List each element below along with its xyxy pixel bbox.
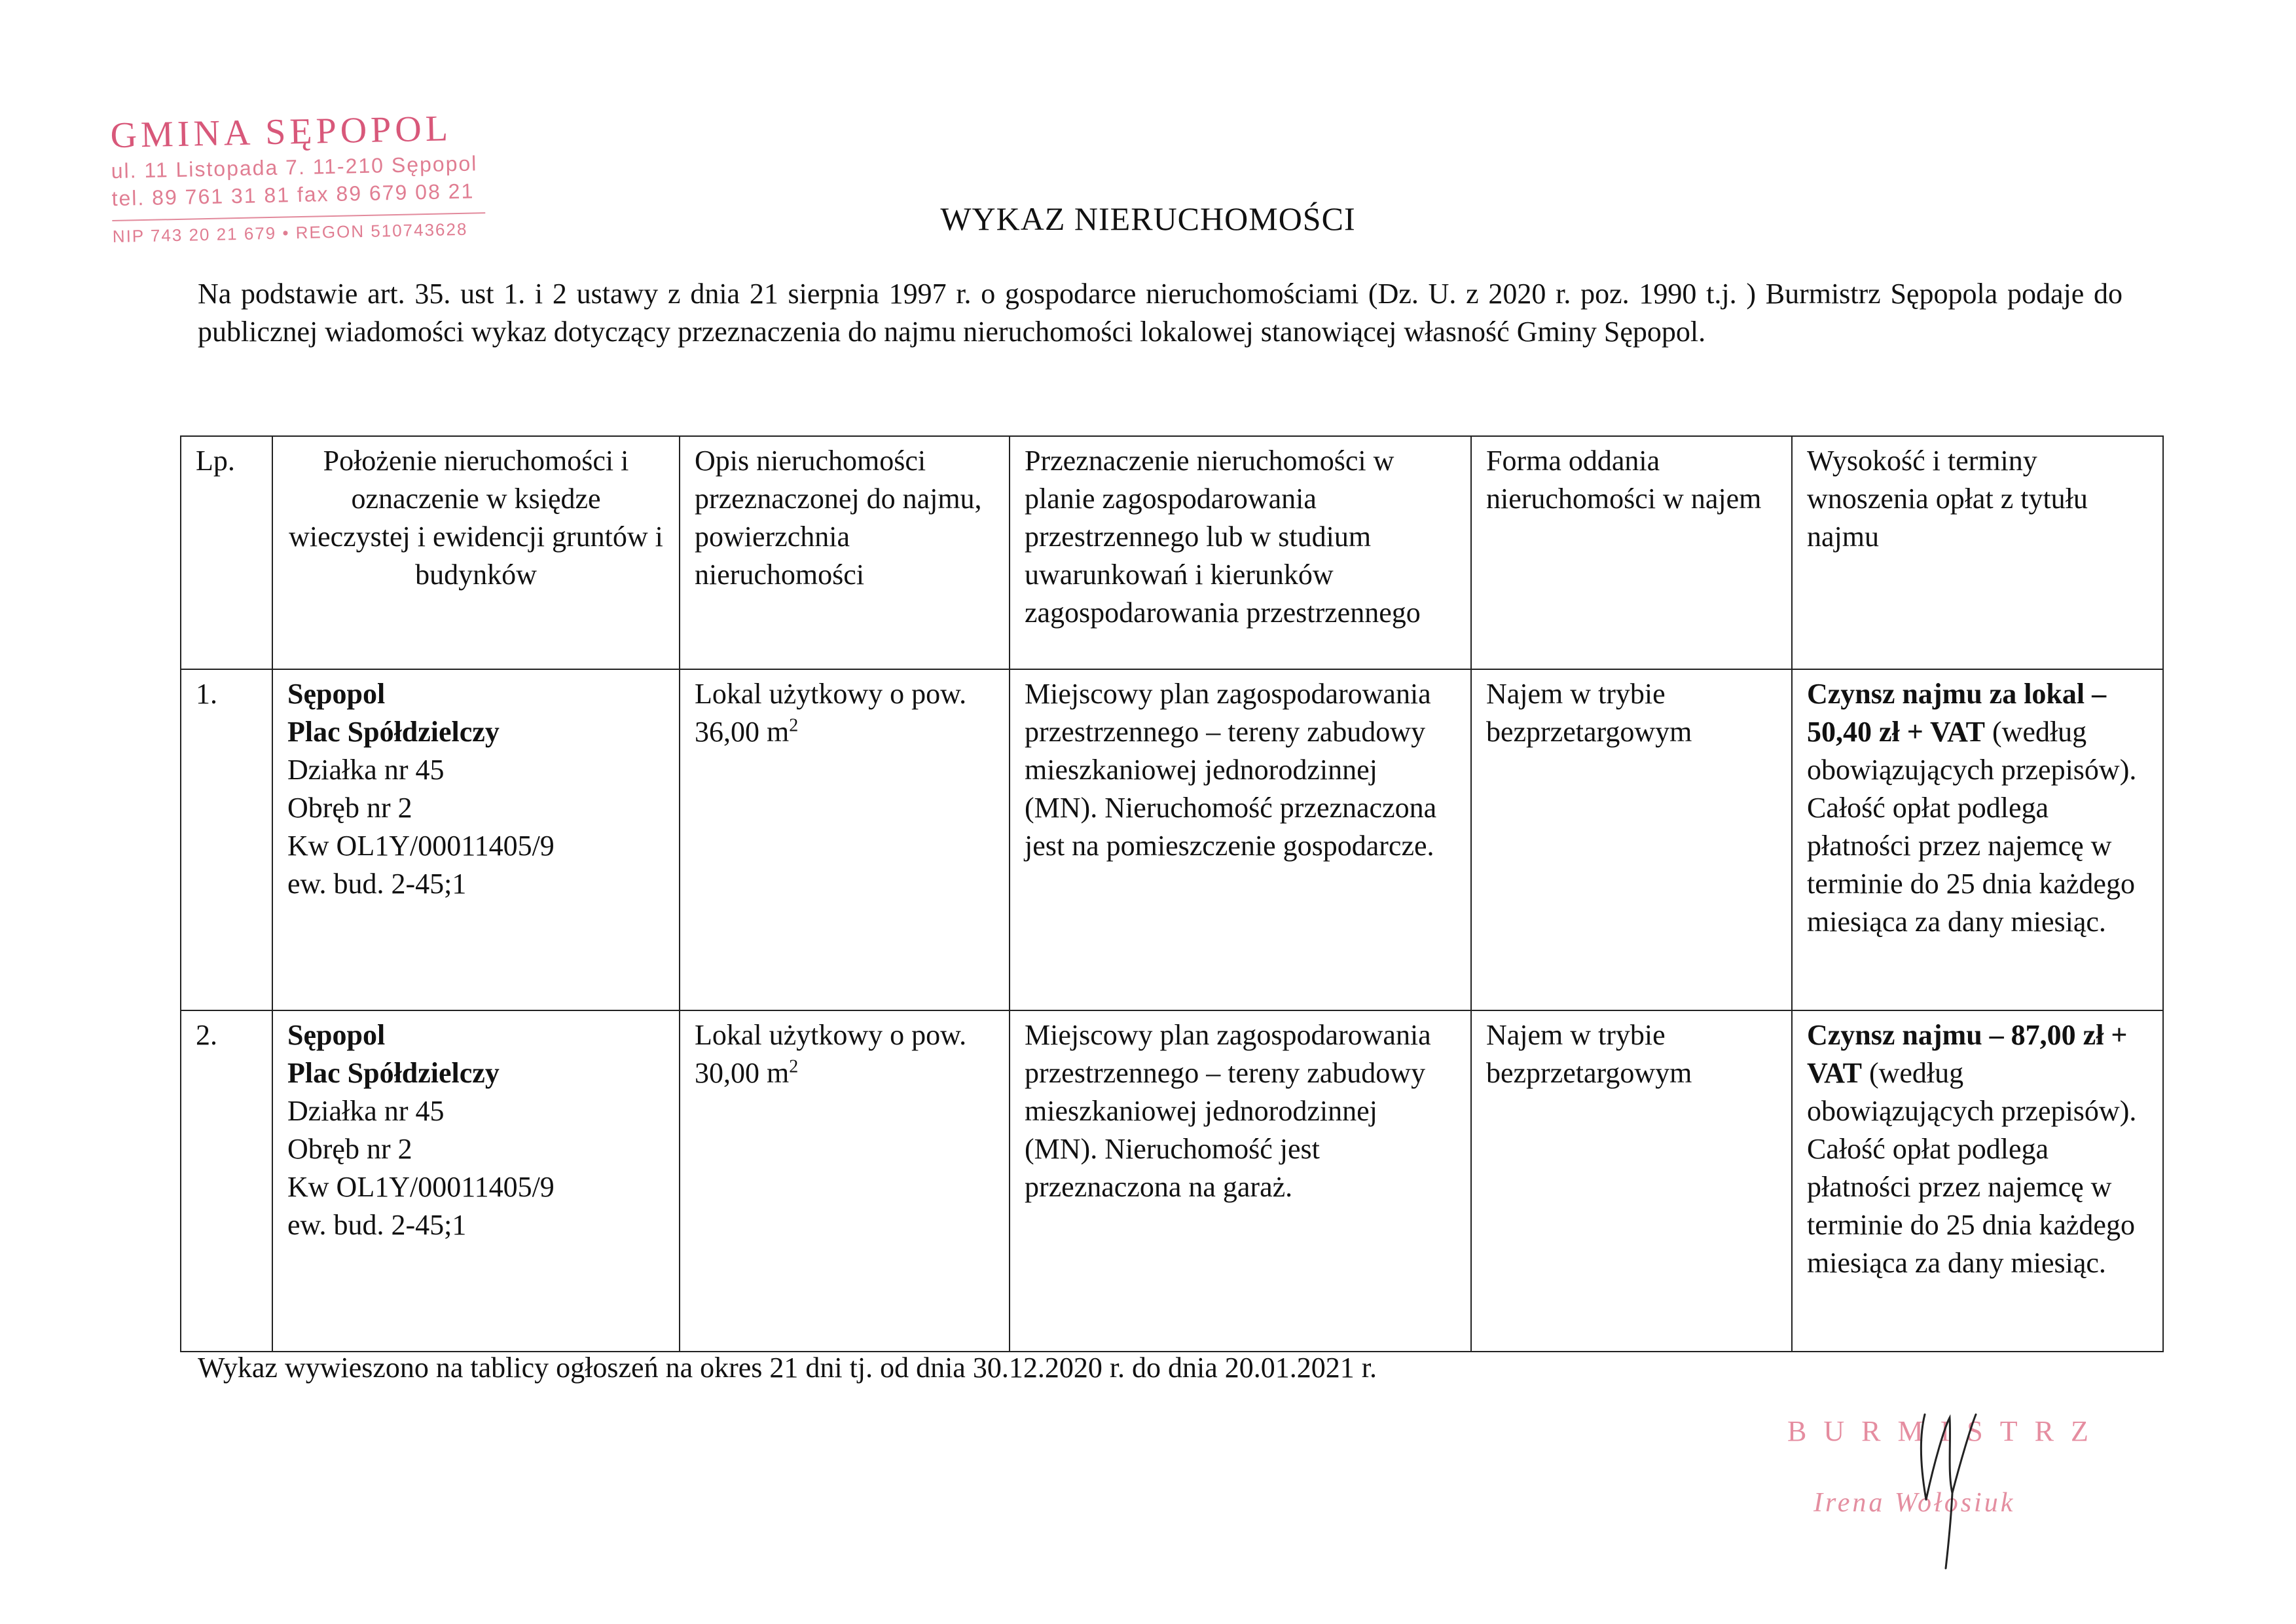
property-table	[180, 435, 2164, 1352]
posting-notice: Wykaz wywieszono na tablicy ogłoszeń na okres 21 dni tj. od dnia 30.12.2020 r. do dnia 20.01.2021 r.	[198, 1352, 1377, 1384]
row-fees	[1792, 1010, 2163, 1352]
location-town: Sępopol	[287, 678, 386, 710]
table-row	[181, 1010, 2163, 1352]
location-land-register: Kw OL1Y/00011405/9	[287, 830, 555, 862]
header-purpose: Przeznaczenie nieruchomości w planie zagospodarowania przestrzennego lub w studium uwarunkowań i kierunków zagospodarowania przestrzennego	[1010, 436, 1471, 669]
handwritten-signature-icon	[1899, 1401, 2003, 1572]
location-building-record: ew. bud. 2-45;1	[287, 868, 467, 900]
location-building-record: ew. bud. 2-45;1	[287, 1209, 467, 1241]
location-land-register: Kw OL1Y/00011405/9	[287, 1171, 555, 1203]
signature-name: Irena Wołosiuk	[1813, 1488, 2016, 1518]
location-street: Plac Spółdzielczy	[287, 1057, 500, 1089]
location-parcel: Działka nr 45	[287, 1095, 445, 1127]
row-purpose: Miejscowy plan zagospodarowania przestrzennego – tereny zabudowy mieszkaniowej jednorodzinnej (MN). Nieruchomość jest przeznaczona na garaż.	[1010, 1010, 1471, 1352]
fee-amount: Czynsz najmu za lokal – 50,40 zł + VAT	[1807, 678, 2107, 748]
row-location	[272, 1010, 680, 1352]
fee-terms: (według obowiązujących przepisów). Całość opłat podlega płatności przez najemcę w terminie do 25 dnia każdego miesiąca za dany miesiąc.	[1807, 1057, 2137, 1279]
header-form: Forma oddania nieruchomości w najem	[1471, 436, 1792, 669]
header-fees: Wysokość i terminy wnoszenia opłat z tytułu najmu	[1792, 436, 2163, 669]
header-lp: Lp.	[181, 436, 272, 669]
location-town: Sępopol	[287, 1019, 386, 1051]
header-description: Opis nieruchomości przeznaczonej do najmu, powierzchnia nieruchomości	[680, 436, 1010, 669]
description-unit-sup: 2	[789, 1056, 799, 1077]
row-lp: 1.	[181, 669, 272, 1010]
mayor-signature-stamp	[1787, 1414, 2128, 1519]
row-location	[272, 669, 680, 1010]
stamp-address: ul. 11 Listopada 7. 11-210 Sępopol	[111, 151, 478, 183]
description-unit-sup: 2	[789, 715, 799, 736]
description-text: Lokal użytkowy o pow. 36,00 m	[695, 678, 967, 748]
row-form: Najem w trybie bezprzetargowym	[1471, 1010, 1792, 1352]
row-lp: 2.	[181, 1010, 272, 1352]
fee-amount: Czynsz najmu – 87,00 zł + VAT	[1807, 1019, 2128, 1089]
description-text: Lokal użytkowy o pow. 30,00 m	[695, 1019, 967, 1089]
document-title: WYKAZ NIERUCHOMOŚCI	[940, 200, 1356, 237]
header-location: Położenie nieruchomości i oznaczenie w księdze wieczystej i ewidencji gruntów i budynków	[272, 436, 680, 669]
stamp-ids: NIP 743 20 21 679 • REGON 510743628	[112, 219, 468, 247]
row-description	[680, 669, 1010, 1010]
stamp-phone: tel. 89 761 31 81 fax 89 679 08 21	[111, 179, 475, 211]
signature-title: BURMISTRZ	[1787, 1415, 2105, 1447]
location-precinct: Obręb nr 2	[287, 792, 412, 824]
row-fees	[1792, 669, 2163, 1010]
table-row	[181, 669, 2163, 1010]
location-street: Plac Spółdzielczy	[287, 716, 500, 748]
row-purpose: Miejscowy plan zagospodarowania przestrzennego – tereny zabudowy mieszkaniowej jednorodzinnej (MN). Nieruchomość przeznaczona jest na pomieszczenie gospodarcze.	[1010, 669, 1471, 1010]
row-description	[680, 1010, 1010, 1352]
stamp-name: GMINA SĘPOPOL	[109, 108, 452, 157]
fee-terms: (według obowiązujących przepisów). Całość opłat podlega płatności przez najemcę w terminie do 25 dnia każdego miesiąca za dany miesiąc.	[1807, 716, 2137, 938]
table-header-row	[181, 436, 2163, 669]
location-parcel: Działka nr 45	[287, 754, 445, 786]
intro-paragraph: Na podstawie art. 35. ust 1. i 2 ustawy z dnia 21 sierpnia 1997 r. o gospodarce nieruchomościami (Dz. U. z 2020 r. poz. 1990 t.j. ) Burmistrz Sępopola podaje do publicznej wiadomości wykaz dotyczący przeznaczenia do najmu nieruchomości lokalowej stanowiącej własność Gminy Sępopol.	[198, 278, 2123, 348]
location-precinct: Obręb nr 2	[287, 1133, 412, 1165]
row-form: Najem w trybie bezprzetargowym	[1471, 669, 1792, 1010]
